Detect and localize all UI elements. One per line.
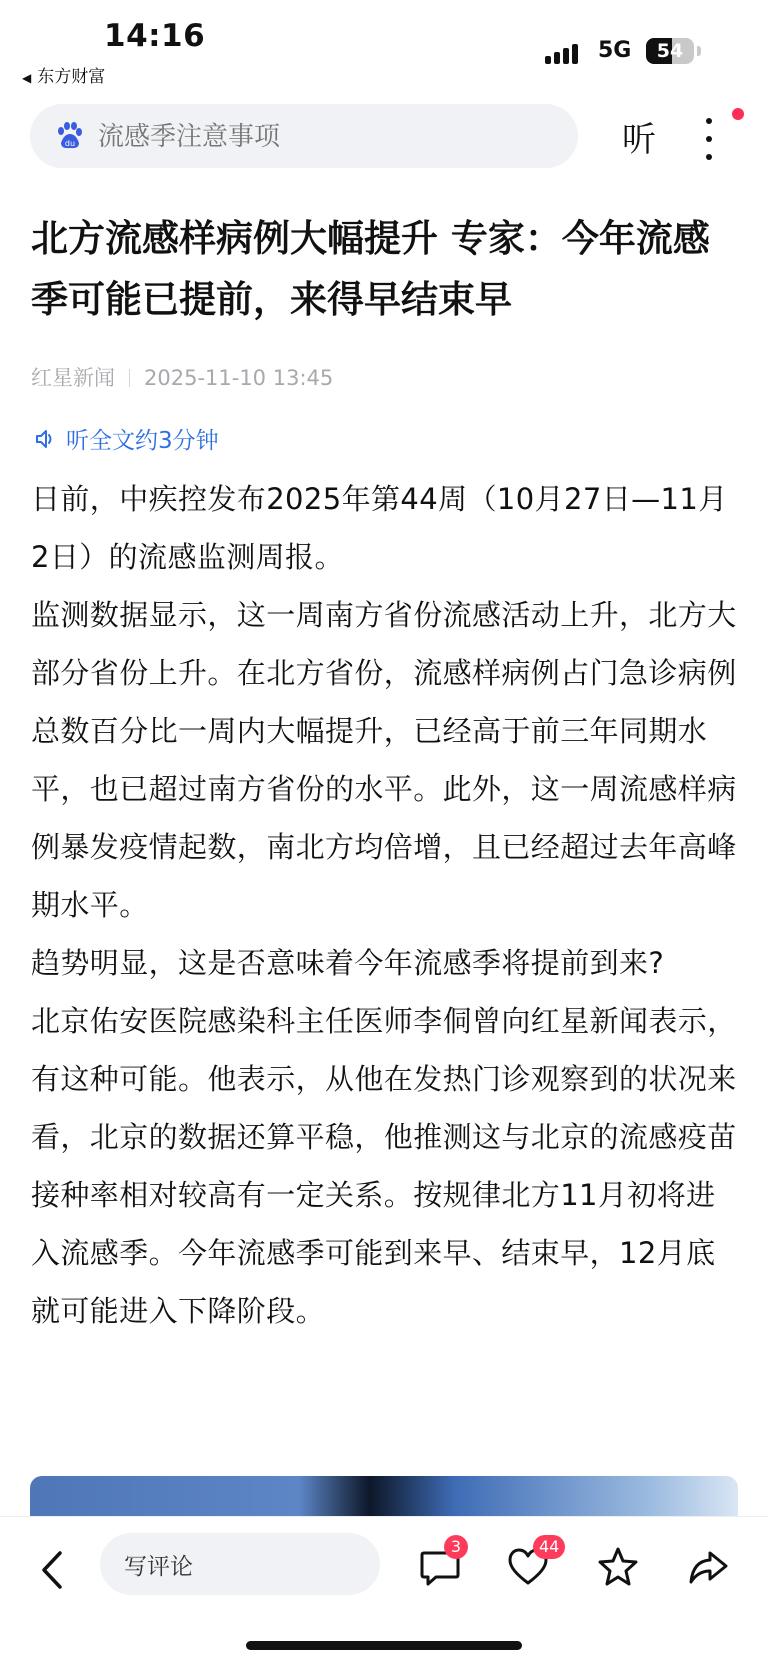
cellular-signal-icon [545, 40, 585, 64]
home-indicator[interactable] [246, 1641, 522, 1650]
more-vertical-icon[interactable] [702, 116, 716, 162]
listen-full-label: 听全文约3分钟 [66, 428, 219, 454]
article-datetime: 2025-11-10 13:45 [144, 366, 334, 390]
article-source[interactable]: 红星新闻 [31, 366, 115, 390]
comment-count-badge: 3 [444, 1535, 468, 1559]
back-to-app-link[interactable] [22, 62, 105, 87]
article-paragraph: 日前，中疾控发布2025年第44周（10月27日—11月2日）的流感监测周报。 [31, 482, 728, 574]
like-count-badge: 44 [533, 1535, 565, 1559]
status-bar [0, 0, 768, 95]
share-icon[interactable] [686, 1545, 730, 1589]
speaker-icon [34, 428, 56, 450]
svg-text:du: du [64, 139, 76, 148]
notification-dot [732, 108, 744, 120]
listen-full-text-button[interactable] [34, 422, 219, 455]
search-bar[interactable] [30, 104, 578, 168]
star-icon[interactable] [596, 1545, 640, 1589]
network-type: 5G [598, 38, 632, 63]
article-paragraph: 北京佑安医院感染科主任医师李侗曾向红星新闻表示，有这种可能。他表示，从他在发热门诊观察到的状况来看，北京的数据还算平稳，他推测这与北京的流感疫苗接种率相对较高有一定关系。按规律北方11月初将进入流感季。今年流感季可能到来早、结束早，12月底就可能进入下降阶段。 [31, 1004, 737, 1328]
article-body [31, 470, 743, 1340]
article-paragraph: 趋势明显，这是否意味着今年流感季将提前到来? [31, 946, 665, 980]
meta-divider [129, 369, 130, 387]
article-title: 北方流感样病例大幅提升 专家：今年流感季可能已提前，来得早结束早 [31, 217, 710, 321]
back-app-label: 东方财富 [37, 67, 106, 87]
battery-level: 54 [656, 40, 684, 62]
baidu-paw-icon [54, 121, 84, 151]
search-input[interactable] [96, 104, 560, 170]
article-meta [31, 362, 333, 392]
status-time: 14:16 [104, 18, 206, 54]
listen-button[interactable]: 听 [622, 120, 656, 160]
write-comment-input[interactable]: 写评论 [100, 1533, 380, 1595]
battery-tip [697, 46, 701, 56]
article-paragraph: 监测数据显示，这一周南方省份流感活动上升，北方大部分省份上升。在北方省份，流感样病例占门急诊病例总数百分比一周内大幅提升，已经高于前三年同期水平，也已超过南方省份的水平。此外，这一周流感样病例暴发疫情起数，南北方均倍增，且已经超过去年高峰期水平。 [31, 598, 737, 922]
article-image[interactable] [30, 1476, 738, 1516]
back-triangle-icon: ◀ [22, 71, 32, 85]
back-arrow-icon[interactable] [36, 1547, 70, 1593]
battery-icon [646, 38, 694, 64]
